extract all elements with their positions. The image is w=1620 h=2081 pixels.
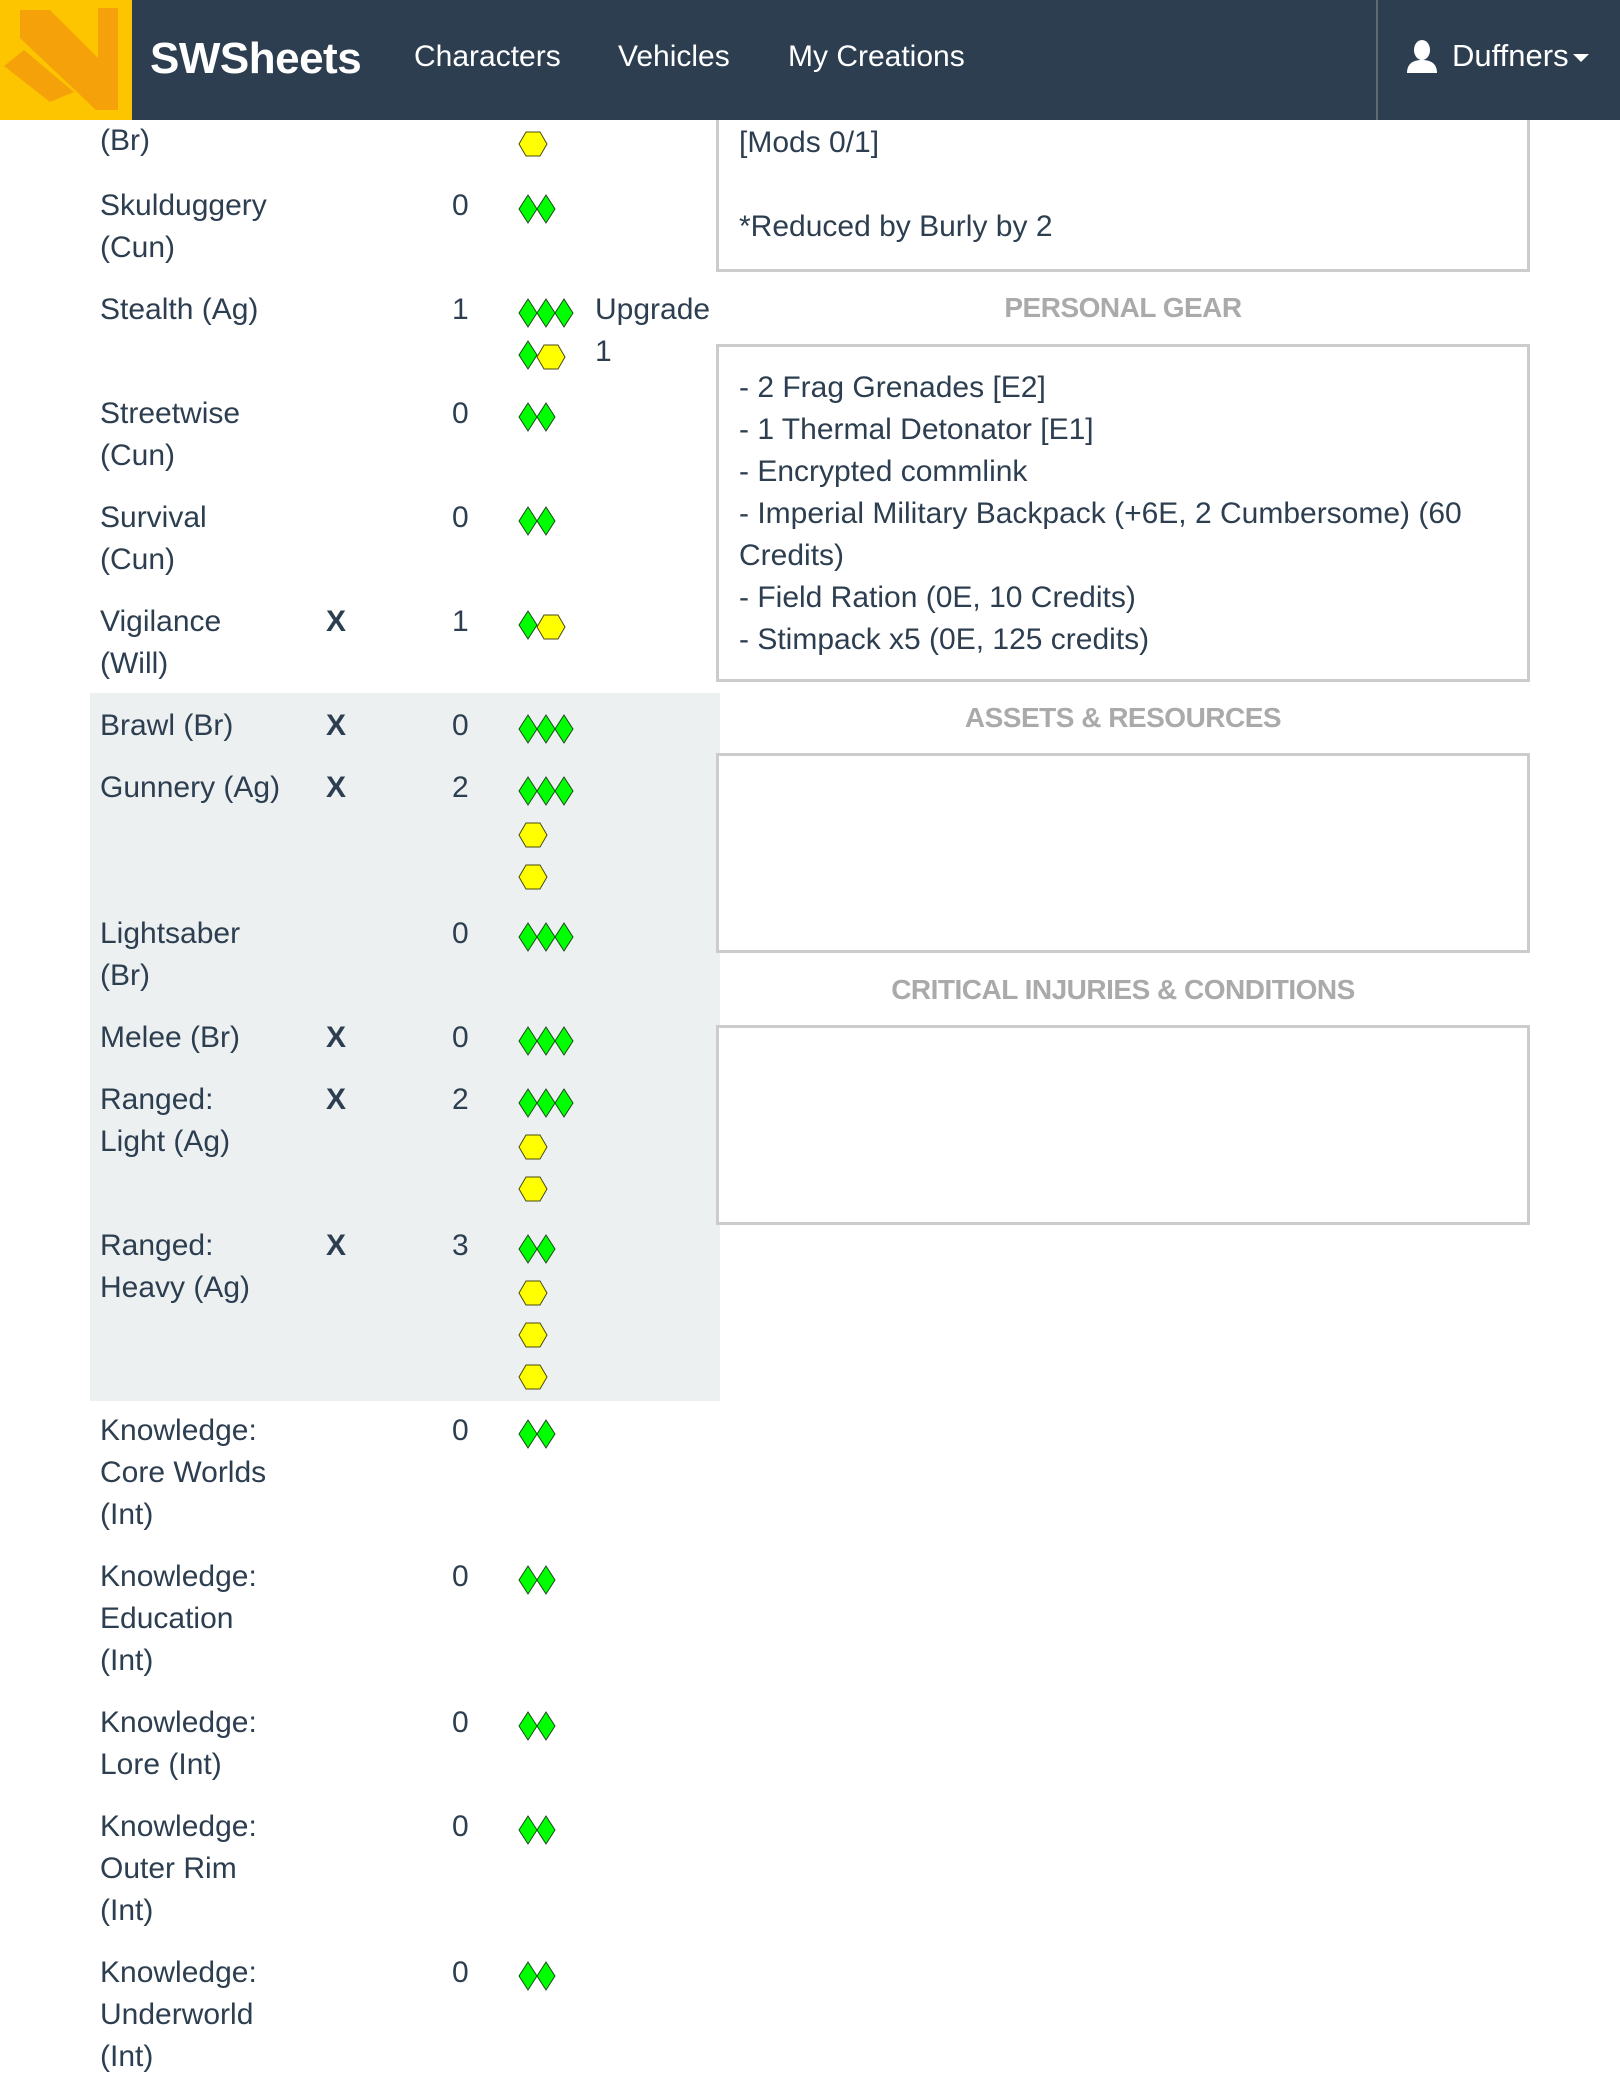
skill-name: Brawl (Br) [100,709,234,742]
ability-die-icon [536,194,554,236]
skill-name: Ranged: Heavy (Ag) [100,1229,251,1304]
ability-die-icon [536,1419,554,1461]
dice-pool [518,298,598,382]
ability-die-icon [518,1815,536,1857]
ability-die-icon [518,1419,536,1461]
skill-name: Skulduggery (Cun) [100,189,267,264]
skill-name: Vigilance (Will) [100,605,222,680]
dice-pool [518,714,598,756]
skill-rank: 0 [452,1414,469,1447]
skill-name: Knowledge: Underworld (Int) [100,1956,257,2073]
dice-pool [518,1088,598,1214]
skill-name: Stealth (Ag) [100,293,259,326]
gear-item: - 2 Frag Grenades [E2] [739,371,1046,404]
armor-notes-panel [716,100,1530,272]
skill-rank: 2 [452,771,469,804]
skill-name: Streetwise (Cun) [100,397,241,472]
ability-die-icon [518,1711,536,1753]
career-skill-marker: X [326,1083,347,1116]
assets-title: ASSETS & RESOURCES [964,702,1282,733]
user-menu[interactable] [1406,38,1589,74]
proficiency-die-icon [518,1172,548,1214]
skill-rank: 3 [452,1229,469,1262]
user-icon [1406,39,1438,73]
ability-die-icon [518,1088,536,1130]
dice-pool [518,127,598,169]
ability-die-icon [518,1234,536,1276]
ability-die-icon [554,1088,572,1130]
critical-injuries-title: CRITICAL INJURIES & CONDITIONS [891,974,1355,1005]
ability-die-icon [536,1565,554,1607]
career-skill-marker: X [326,1229,347,1262]
ability-die-icon [554,776,572,818]
dice-pool [518,1419,598,1461]
skill-rank: 0 [452,917,469,950]
proficiency-die-icon [518,1360,548,1402]
ability-die-icon [536,1026,554,1068]
nav-divider [1376,0,1378,120]
ability-die-icon [518,402,536,444]
brand-link[interactable]: SWSheets [150,34,362,83]
ability-die-icon [536,1234,554,1276]
proficiency-die-icon [518,818,548,860]
skill-name: Knowledge: Lore (Int) [100,1706,257,1781]
proficiency-die-icon [518,1130,548,1172]
proficiency-die-icon [536,610,566,652]
ability-die-icon [518,776,536,818]
dice-pool [518,776,598,902]
ability-die-icon [518,922,536,964]
chevron-down-icon [1573,54,1589,62]
dice-pool [518,1026,598,1068]
critical-injuries-panel[interactable] [716,1025,1530,1225]
gear-item: - Imperial Military Backpack (+6E, 2 Cumbersome) (60 Credits) [739,497,1462,572]
dice-pool [518,1565,598,1607]
skill-rank: 1 [452,293,469,326]
gear-item: - 1 Thermal Detonator [E1] [739,413,1094,446]
ability-die-icon [536,402,554,444]
skill-name: Gunnery (Ag) [100,771,281,804]
skill-rank: 0 [452,397,469,430]
ability-die-icon [518,610,536,652]
ability-die-icon [554,298,572,340]
nav-my-creations[interactable]: My Creations [788,40,965,73]
career-skill-marker: X [326,709,347,742]
skill-name: Ranged: Light (Ag) [100,1083,231,1158]
skill-rank: 0 [452,501,469,534]
ability-die-icon [518,1961,536,2003]
ability-die-icon [518,340,536,382]
ability-die-icon [554,922,572,964]
skill-name: Survival (Cun) [100,501,207,576]
proficiency-die-icon [518,1276,548,1318]
ability-die-icon [536,506,554,548]
career-skill-marker: X [326,771,347,804]
gear-item: - Stimpack x5 (0E, 125 credits) [739,623,1150,656]
ability-die-icon [536,714,554,756]
skill-name: Knowledge: Education (Int) [100,1560,257,1677]
skill-name: Melee (Br) [100,1021,241,1054]
proficiency-die-icon [518,1318,548,1360]
assets-panel[interactable] [716,753,1530,953]
personal-gear-panel[interactable] [716,344,1530,682]
skill-rank: 0 [452,1706,469,1739]
dice-pool [518,1815,598,1857]
skill-rank: 0 [452,1021,469,1054]
ability-die-icon [518,298,536,340]
skill-rank: 0 [452,189,469,222]
career-skill-marker: X [326,605,347,638]
logo[interactable] [0,0,132,120]
ability-die-icon [518,1565,536,1607]
skill-name: Knowledge: Outer Rim (Int) [100,1810,257,1927]
dice-pool [518,1711,598,1753]
dice-pool [518,194,598,236]
ability-die-icon [536,1961,554,2003]
ability-die-icon [536,922,554,964]
skill-rank: 0 [452,1956,469,1989]
dice-pool [518,922,598,964]
ability-die-icon [518,194,536,236]
skill-rank: 0 [452,709,469,742]
ability-die-icon [536,1088,554,1130]
navbar [0,0,1620,120]
nav-vehicles[interactable]: Vehicles [618,40,730,73]
skill-rank: 2 [452,1083,469,1116]
skill-rank: 0 [452,1560,469,1593]
skill-name: (Br) [100,124,150,157]
ability-die-icon [536,776,554,818]
skill-name: Lightsaber (Br) [100,917,241,992]
ability-die-icon [536,298,554,340]
career-skill-marker: X [326,1021,347,1054]
skill-rank: 1 [452,605,469,638]
proficiency-die-icon [518,860,548,902]
ability-die-icon [536,1711,554,1753]
gear-item: - Field Ration (0E, 10 Credits) [739,581,1136,614]
proficiency-die-icon [536,340,566,382]
ability-die-icon [518,506,536,548]
armor-mods-text: [Mods 0/1] [739,126,880,159]
armor-reduced-text: *Reduced by Burly by 2 [739,210,1053,243]
dice-pool [518,1961,598,2003]
logo-icon [0,0,132,120]
skill-name: Knowledge: Core Worlds (Int) [100,1414,267,1531]
ability-die-icon [536,1815,554,1857]
dice-pool [518,402,598,444]
dice-pool [518,506,598,548]
ability-die-icon [518,1026,536,1068]
ability-die-icon [554,714,572,756]
dice-pool [518,610,598,652]
ability-die-icon [518,714,536,756]
skill-rank: 0 [452,1810,469,1843]
nav-characters[interactable]: Characters [414,40,561,73]
proficiency-die-icon [518,127,548,169]
dice-pool [518,1234,598,1402]
gear-item: - Encrypted commlink [739,455,1028,488]
personal-gear-title: PERSONAL GEAR [1004,292,1242,323]
skill-note: Upgrade 1 [595,293,711,368]
user-name: Duffners [1452,38,1569,73]
ability-die-icon [554,1026,572,1068]
